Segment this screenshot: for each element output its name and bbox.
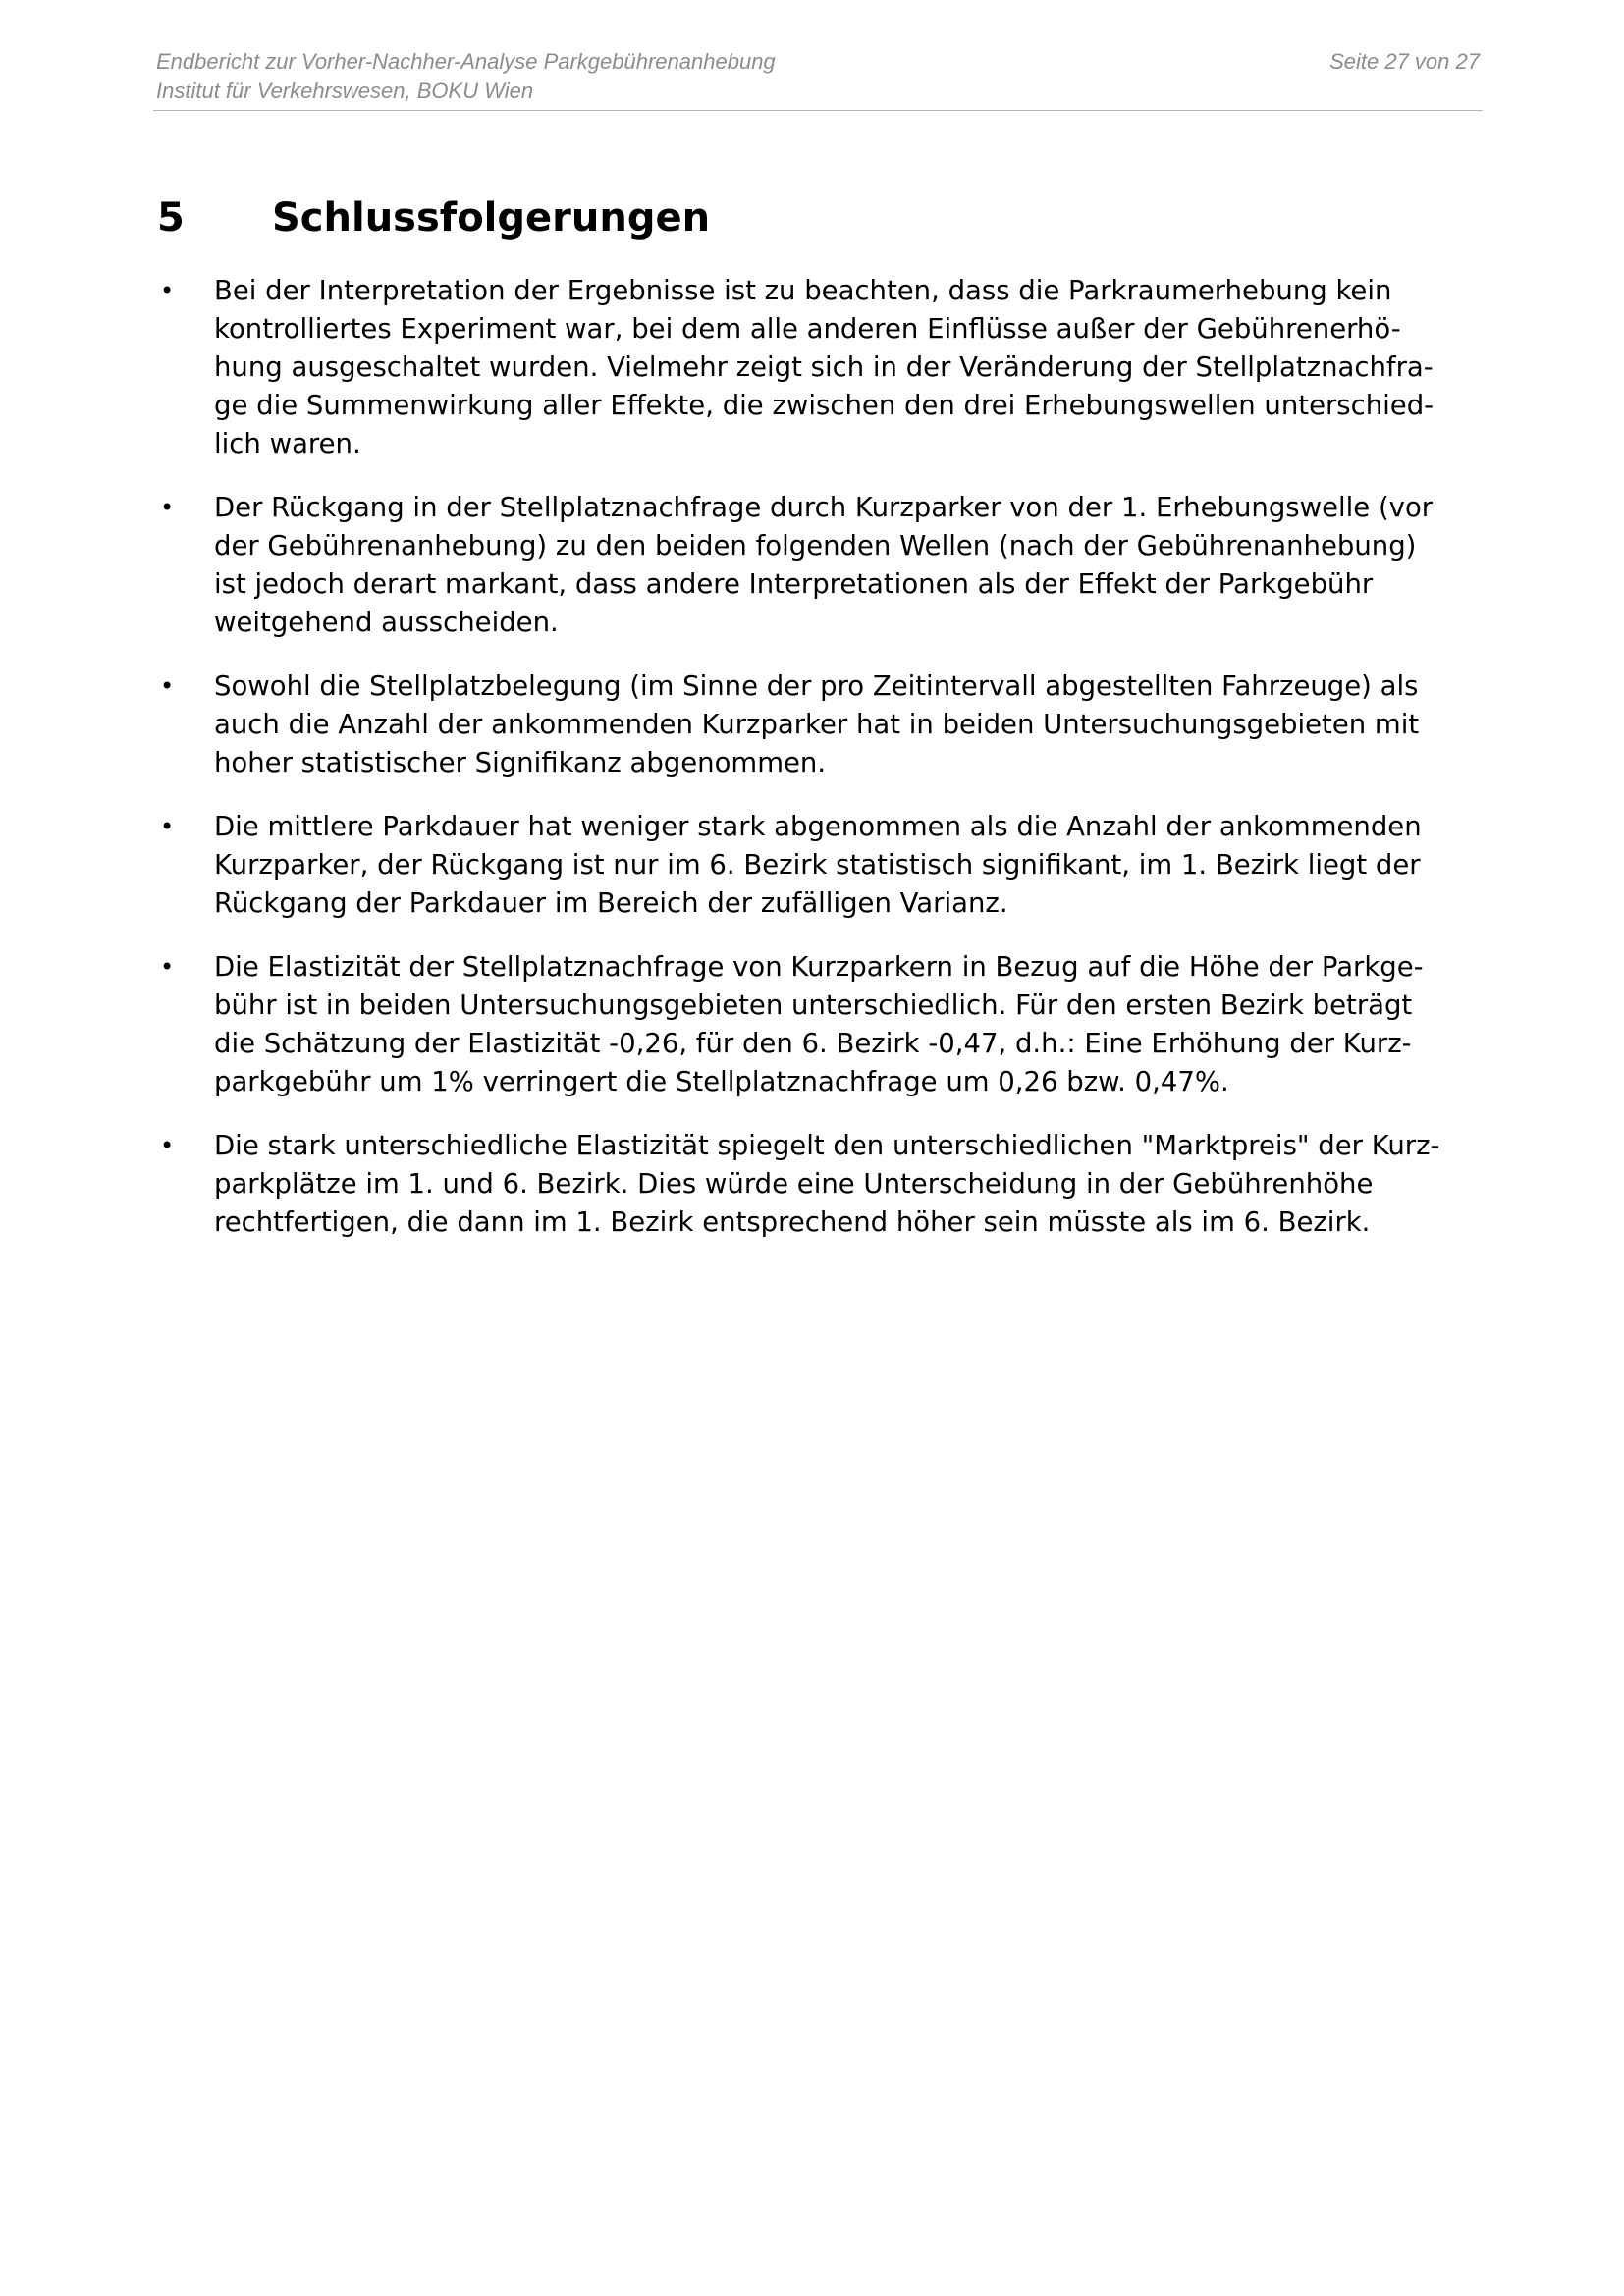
header-institute: Institut für Verkehrswesen, BOKU Wien [156, 79, 534, 103]
text-line: kontrolliertes Experiment war, bei dem alle anderen Einflüsse außer der Gebührenerhö- [214, 313, 1401, 345]
text-line: Die stark unterschiedliche Elastizität spiegelt den unterschiedlichen "Marktpreis" der Kurz- [214, 1130, 1440, 1161]
bullet-icon: • [160, 672, 175, 700]
header-report-title: Endbericht zur Vorher-Nachher-Analyse Parkgebührenanhebung [156, 49, 776, 74]
text-line: rechtfertigen, die dann im 1. Bezirk entsprechend höher sein müsste als im 6. Bezirk. [214, 1206, 1371, 1238]
list-item [157, 667, 1473, 782]
text-line: Rückgang der Parkdauer im Bereich der zufälligen Varianz. [214, 887, 1008, 919]
list-item-text [214, 489, 1473, 642]
text-line: auch die Anzahl der ankommenden Kurzparker hat in beiden Untersuchungsgebieten mit [214, 709, 1420, 740]
bullet-icon: • [160, 277, 175, 304]
list-item-text [214, 1127, 1473, 1242]
bullet-icon: • [160, 953, 175, 981]
text-line: Die mittlere Parkdauer hat weniger stark abgenommen als die Anzahl der ankommenden [214, 811, 1422, 842]
text-line: hoher statistischer Signifikanz abgenommen. [214, 747, 827, 778]
list-item [157, 948, 1473, 1101]
text-line: parkgebühr um 1% verringert die Stellplatznachfrage um 0,26 bzw. 0,47%. [214, 1066, 1229, 1097]
bullet-icon: • [160, 813, 175, 840]
list-item-text [214, 667, 1473, 782]
text-line: Sowohl die Stellplatzbelegung (im Sinne der pro Zeitintervall abgestellten Fahrzeuge) als [214, 670, 1419, 702]
text-line: parkplätze im 1. und 6. Bezirk. Dies würde eine Unterscheidung in der Gebührenhöhe [214, 1168, 1374, 1200]
text-line: Kurzparker, der Rückgang ist nur im 6. Bezirk statistisch signifikant, im 1. Bezirk liegt der [214, 849, 1421, 881]
text-line: weitgehend ausscheiden. [214, 607, 559, 638]
text-line: lich waren. [214, 428, 361, 459]
list-item [157, 1127, 1473, 1242]
list-item [157, 808, 1473, 923]
text-line: der Gebührenanhebung) zu den beiden folgenden Wellen (nach der Gebührenanhebung) [214, 530, 1417, 561]
bullet-icon: • [160, 494, 175, 521]
text-line: bühr ist in beiden Untersuchungsgebieten unterschiedlich. Für den ersten Bezirk beträgt [214, 989, 1413, 1021]
conclusions-list [157, 272, 1473, 1267]
section-number: 5 [157, 195, 185, 240]
text-line: Bei der Interpretation der Ergebnisse ist zu beachten, dass die Parkraumerhebung kein [214, 275, 1392, 306]
page-header [153, 47, 1483, 111]
text-line: Der Rückgang in der Stellplatznachfrage durch Kurzparker von der 1. Erhebungswelle (vor [214, 492, 1434, 523]
text-line: ist jedoch derart markant, dass andere Interpretationen als der Effekt der Parkgebühr [214, 568, 1374, 600]
list-item [157, 489, 1473, 642]
text-line: die Schätzung der Elastizität -0,26, für den 6. Bezirk -0,47, d.h.: Eine Erhöhung der Kurz- [214, 1028, 1412, 1059]
section-title: Schlussfolgerungen [272, 195, 711, 240]
list-item-text [214, 272, 1473, 463]
list-item [157, 272, 1473, 463]
list-item-text [214, 808, 1473, 923]
text-line: Die Elastizität der Stellplatznachfrage von Kurzparkern in Bezug auf die Höhe der Parkge- [214, 951, 1424, 983]
bullet-icon: • [160, 1132, 175, 1159]
list-item-text [214, 948, 1473, 1101]
text-line: ge die Summenwirkung aller Effekte, die zwischen den drei Erhebungswellen unterschied- [214, 390, 1435, 421]
header-page-number: Seite 27 von 27 [1329, 49, 1480, 74]
text-line: hung ausgeschaltet wurden. Vielmehr zeigt sich in der Veränderung der Stellplatznachfra- [214, 351, 1434, 383]
section-heading [157, 192, 710, 243]
